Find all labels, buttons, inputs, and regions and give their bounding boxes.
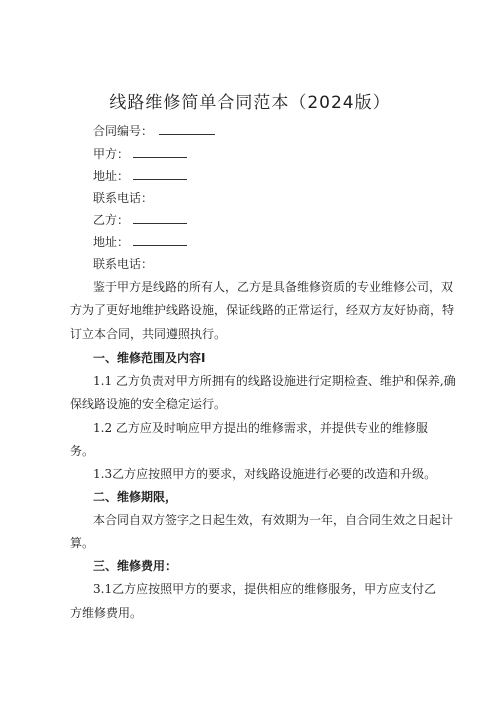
party-b-address-field: [93, 234, 187, 250]
section-heading-fees: 三、维修费用：: [93, 559, 178, 573]
party-b-address-label: 地址：: [93, 235, 130, 249]
clause-line: 1.3乙方应按照甲方的要求，对线路设施进行必要的改造和升级。: [93, 467, 437, 481]
clause-line: 1.1 乙方负责对甲方所拥有的线路设施进行定期检查、维护和保养,确: [93, 374, 456, 388]
party-a-address-blank[interactable]: [133, 168, 187, 180]
document-title: 线路维修简单合同范本（2024版）: [109, 93, 391, 113]
party-a-address-field: [93, 168, 187, 184]
party-b-blank[interactable]: [133, 212, 187, 224]
fee-line: 3.1乙方应按照甲方的要求，提供相应的维修服务，甲方应支付乙: [93, 582, 437, 596]
preamble-line: 方为了更好地维护线路设施，保证线路的正常运行，经双方友好协商，特: [70, 303, 455, 317]
party-a-field: [93, 146, 187, 162]
preamble-line: 订立本合同，共同遵照执行。: [70, 327, 227, 341]
party-a-blank[interactable]: [133, 146, 187, 158]
preamble-line: 鉴于甲方是线路的所有人，乙方是具备维修资质的专业维修公司，双: [93, 280, 454, 294]
party-a-address-label: 地址：: [93, 169, 130, 183]
party-b-label: 乙方：: [93, 213, 130, 227]
clause-line: 1.2 乙方应及时响应甲方提出的维修需求，并提供专业的维修服: [93, 421, 428, 435]
section-heading-term: 二、维修期限，: [93, 490, 178, 504]
section-heading-scope: 一、维修范围及内容I: [93, 351, 206, 365]
party-b-phone-field: [93, 256, 153, 272]
party-b-phone-label: 联系电话：: [93, 257, 154, 271]
contract-no-label: 合同编号：: [93, 124, 154, 138]
fee-line: 方维修费用。: [70, 606, 143, 620]
contract-no-blank[interactable]: [159, 123, 215, 135]
term-line: 算。: [70, 536, 95, 550]
contract-no-field: [93, 123, 215, 139]
clause-line: 务。: [70, 444, 95, 458]
party-b-address-blank[interactable]: [133, 234, 187, 246]
clause-line: 保线路设施的安全稳定运行。: [70, 397, 227, 411]
party-a-phone-field: [93, 190, 153, 206]
party-a-label: 甲方：: [93, 147, 130, 161]
party-a-phone-label: 联系电话：: [93, 191, 154, 205]
party-b-field: [93, 212, 187, 228]
term-line: 本合同自双方签字之日起生效，有效期为一年，自合同生效之日起计: [93, 513, 454, 527]
